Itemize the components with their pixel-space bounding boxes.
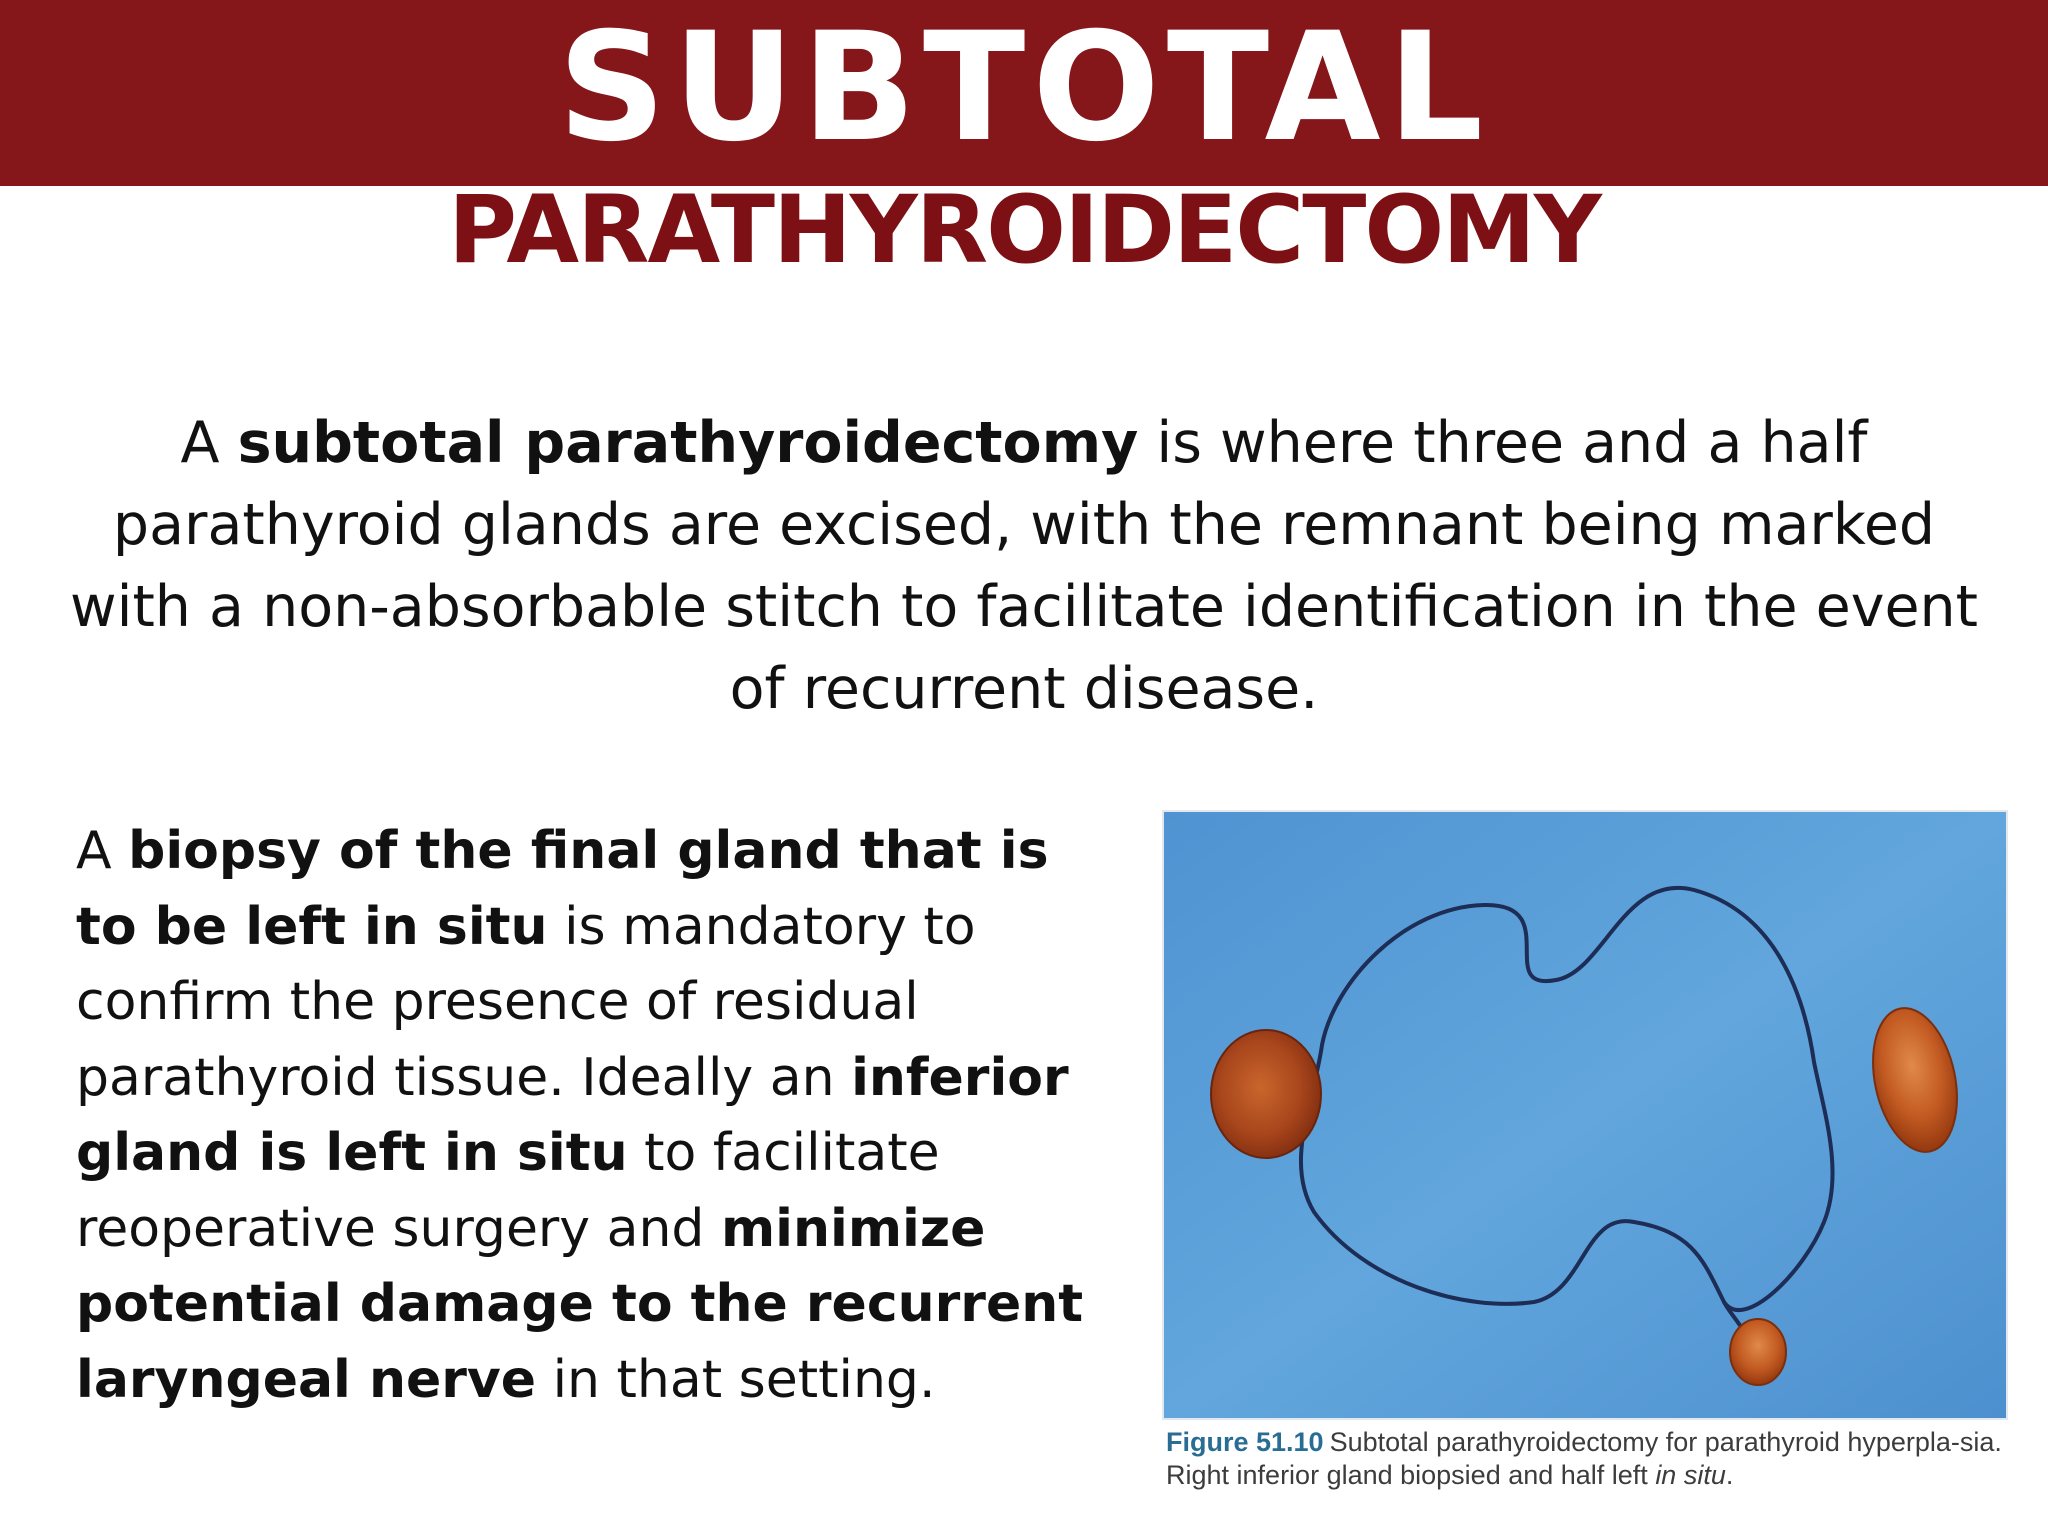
- body-text-2: is mandatory to confirm the presence of residual parathyroid tissue. Ideally an: [76, 896, 976, 1108]
- body-text-4: in that setting.: [536, 1349, 936, 1410]
- figure-label: Figure 51.10: [1166, 1427, 1324, 1457]
- gland-bottom-remnant: [1730, 1319, 1786, 1385]
- figure-caption-end: .: [1725, 1460, 1734, 1490]
- intro-bold-term: subtotal parathyroidectomy: [237, 410, 1139, 476]
- figure-caption: [1166, 1426, 2016, 1492]
- figure-caption-text: Subtotal parathyroidectomy for parathyroid hyperpla-sia. Right inferior gland biopsied and half left: [1166, 1427, 2002, 1490]
- surgical-specimen-photo: [1164, 812, 2006, 1418]
- slide-subtitle: PARATHYROIDECTOMY: [448, 176, 1600, 285]
- body-bold-1: biopsy of the final gland that is to be left in situ: [76, 821, 1049, 957]
- body-bold-2: inferior gland is left in situ: [76, 1047, 1069, 1183]
- figure-caption-italic: in situ: [1655, 1460, 1726, 1490]
- body-text-1: A: [76, 821, 129, 881]
- gland-left: [1211, 1030, 1321, 1158]
- body-bold-3: minimize potential damage to the recurrent laryngeal nerve: [76, 1198, 1084, 1410]
- slide-title: SUBTOTAL: [557, 1, 1491, 175]
- body-paragraph: [76, 814, 1096, 1418]
- body-text-3: to facilitate reoperative surgery and: [76, 1123, 940, 1259]
- intro-rest: is where three and a half parathyroid glands are excised, with the remnant being marked with a non-absorbable stitch to facilitate identification in the event of recurrent disease.: [70, 410, 1978, 722]
- intro-prefix: A: [180, 410, 238, 476]
- intro-paragraph: [60, 402, 1988, 730]
